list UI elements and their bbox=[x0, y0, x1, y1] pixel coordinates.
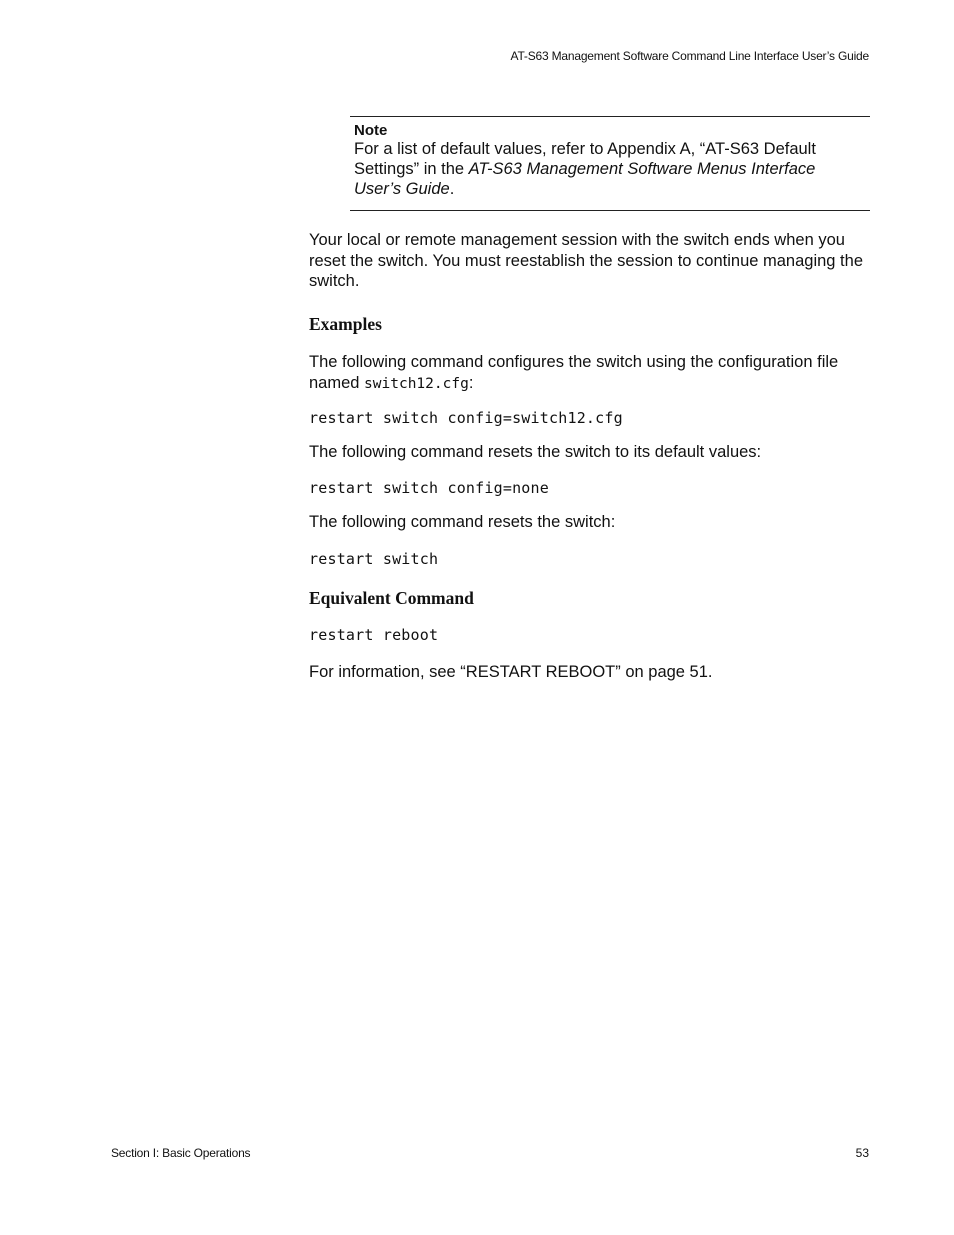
note-title: Note bbox=[354, 122, 388, 139]
note-body bbox=[354, 139, 854, 199]
footer-section: Section I: Basic Operations bbox=[111, 1146, 251, 1160]
info-reference: For information, see “RESTART REBOOT” on page 51. bbox=[309, 663, 713, 681]
note-book-reference: AT-S63 Management Software Menus Interface User’s Guide bbox=[354, 160, 816, 198]
example-1-command: restart switch config=switch12.cfg bbox=[309, 409, 623, 427]
running-header: AT-S63 Management Software Command Line Interface User’s Guide bbox=[510, 49, 869, 63]
example-1-intro-text: The following command configures the switch using the configuration file named bbox=[309, 353, 839, 392]
config-file-name: switch12.cfg bbox=[364, 375, 469, 392]
page-number: 53 bbox=[855, 1146, 869, 1160]
example-1-intro-colon: : bbox=[468, 373, 474, 392]
note-box bbox=[350, 116, 870, 211]
example-2-command: restart switch config=none bbox=[309, 479, 549, 497]
note-text-end: . bbox=[449, 180, 455, 198]
note-text: For a list of default values, refer to Appendix A, “AT-S63 Default Settings” in the bbox=[354, 140, 816, 178]
equivalent-command: restart reboot bbox=[309, 626, 439, 644]
example-1-intro bbox=[309, 352, 871, 394]
example-3-command: restart switch bbox=[309, 550, 439, 568]
example-3-intro: The following command resets the switch: bbox=[309, 513, 616, 531]
equivalent-command-heading: Equivalent Command bbox=[309, 588, 474, 608]
examples-heading: Examples bbox=[309, 314, 382, 334]
session-paragraph: Your local or remote management session with the switch ends when you reset the switch. You must reestablish the session to continue managing the switch. bbox=[309, 231, 863, 290]
example-2-intro: The following command resets the switch to its default values: bbox=[309, 443, 762, 461]
